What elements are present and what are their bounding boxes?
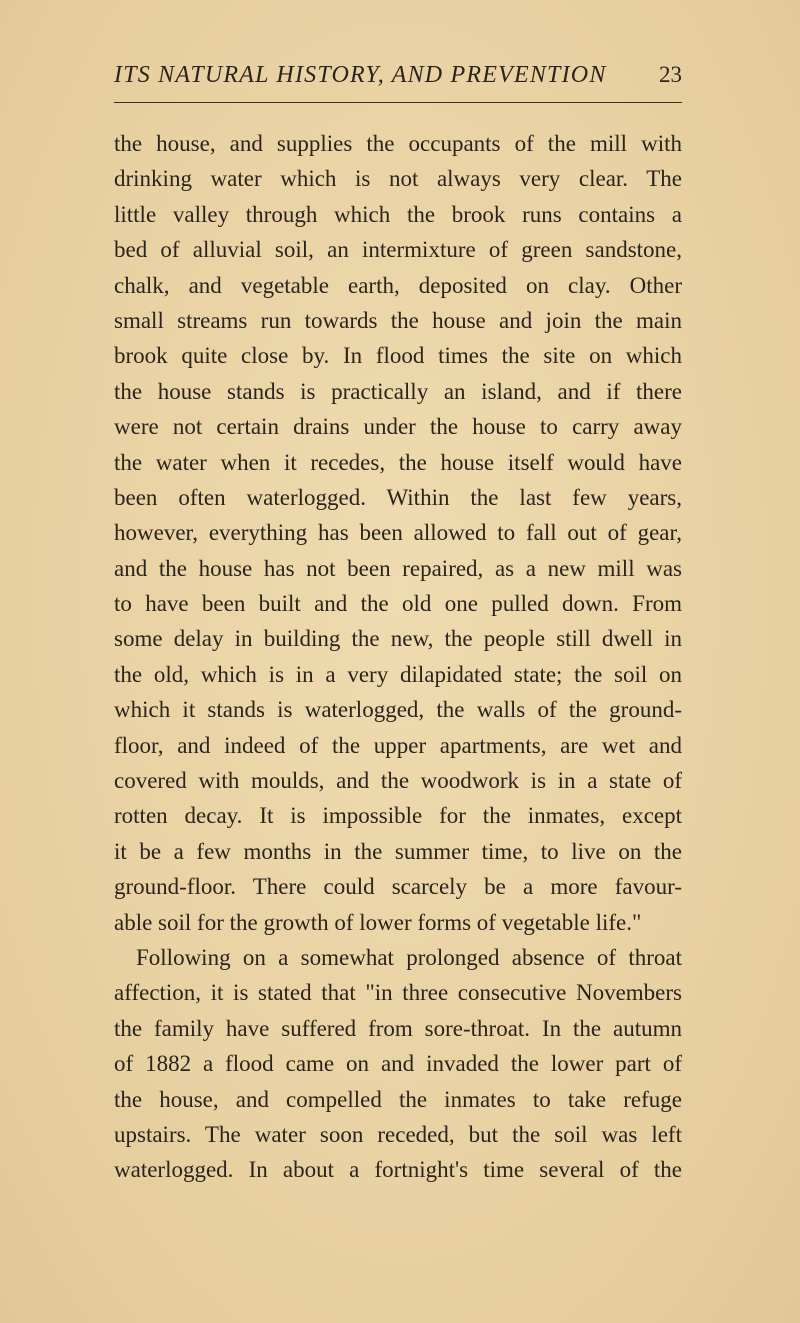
text-line: ground-floor. There could scarcely be a more favour- — [114, 874, 682, 900]
text-line: affection, it is stated that "in three consecutive Novembers — [114, 980, 682, 1006]
body-text — [114, 126, 682, 1188]
text-line: little valley through which the brook runs contains a — [114, 201, 682, 227]
text-line: waterlogged. In about a fortnight's time several of the — [114, 1157, 682, 1183]
text-line: drinking water which is not always very clear. The — [114, 166, 682, 192]
header-rule — [114, 102, 682, 103]
page-number: 23 — [659, 62, 682, 87]
text-line: upstairs. The water soon receded, but the soil was left — [114, 1121, 682, 1147]
text-line: the old, which is in a very dilapidated state; the soil on — [114, 661, 682, 687]
text-line: covered with moulds, and the woodwork is in a state of — [114, 768, 682, 794]
text-line: bed of alluvial soil, an intermixture of green sandstone, — [114, 237, 682, 263]
paragraph-start-line: Following on a somewhat prolonged absence of throat — [136, 944, 682, 970]
text-line: been often waterlogged. Within the last few years, — [114, 484, 682, 510]
text-line: small streams run towards the house and join the main — [114, 307, 682, 333]
text-line: rotten decay. It is impossible for the inmates, except — [114, 803, 682, 829]
text-line: the water when it recedes, the house itself would have — [114, 449, 682, 475]
running-head — [114, 62, 682, 102]
text-line: were not certain drains under the house to carry away — [114, 414, 682, 440]
text-line: which it stands is waterlogged, the walls of the ground- — [114, 697, 682, 723]
text-line: the house, and supplies the occupants of the mill with — [114, 131, 682, 156]
text-line: chalk, and vegetable earth, deposited on clay. Other — [114, 272, 682, 298]
text-line: some delay in building the new, the people still dwell in — [114, 626, 682, 652]
text-line: it be a few months in the summer time, to live on the — [114, 838, 682, 864]
paragraph-end-line: able soil for the growth of lower forms of vegetable life." — [114, 909, 642, 935]
text-line: to have been built and the old one pulled down. From — [114, 591, 682, 617]
text-line: of 1882 a flood came on and invaded the lower part of — [114, 1051, 682, 1077]
text-line: the family have suffered from sore-throat. In the autumn — [114, 1015, 682, 1041]
text-line: floor, and indeed of the upper apartments, are wet and — [114, 732, 682, 758]
text-line: however, everything has been allowed to fall out of gear, — [114, 520, 682, 546]
text-line: the house, and compelled the inmates to take refuge — [114, 1086, 682, 1112]
text-line: brook quite close by. In flood times the site on which — [114, 343, 682, 369]
text-line: and the house has not been repaired, as a new mill was — [114, 555, 682, 581]
text-line: the house stands is practically an island, and if there — [114, 378, 682, 404]
running-title: ITS NATURAL HISTORY, AND PREVENTION — [114, 62, 607, 88]
